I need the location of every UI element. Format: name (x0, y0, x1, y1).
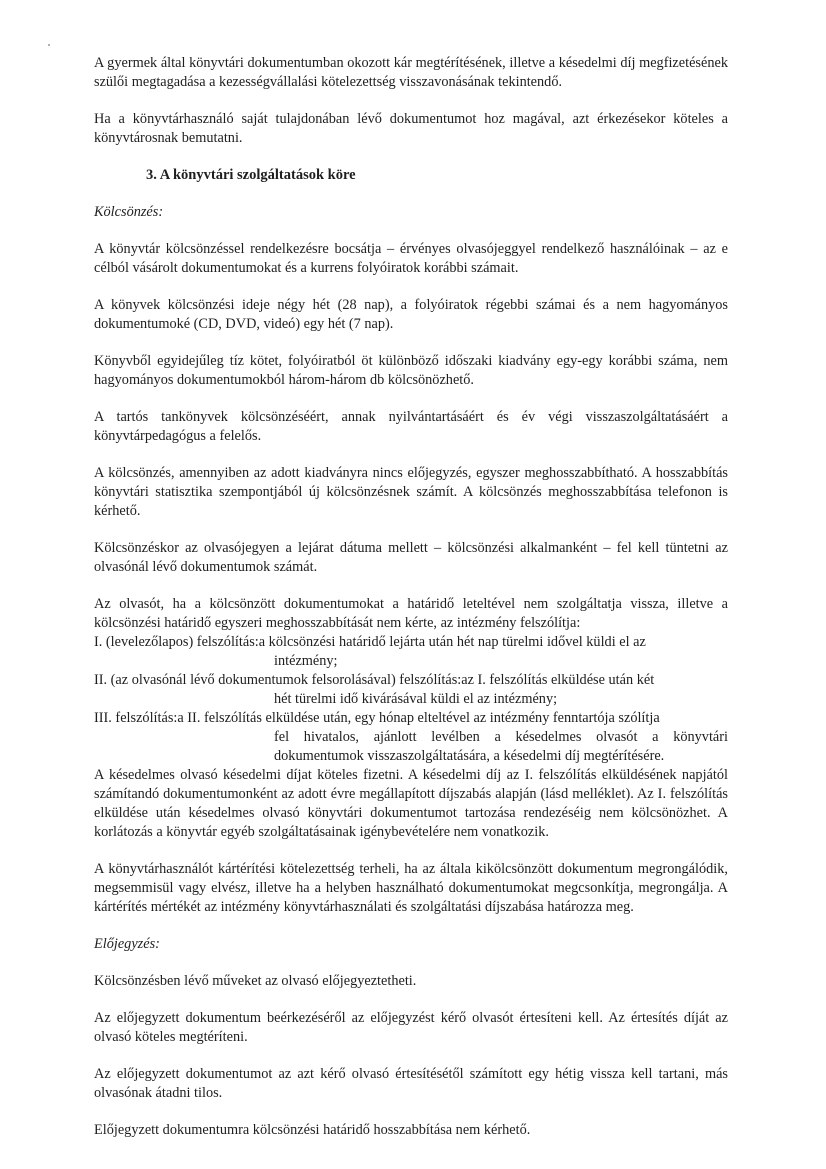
notice-label: III. felszólítás: (94, 710, 178, 726)
paragraph-lending-period: A könyvek kölcsönzési ideje négy hét (28 nap), a folyóiratok régebbi számai és a nem hagyományos dokumentumoké (CD, DVD, videó) egy hét (7 nap). (94, 297, 728, 332)
notice-text: a kölcsönzési határidő lejárta után hét nap türelmi idővel küldi el az (258, 634, 646, 650)
notice-continuation: fel hivatalos, ajánlott levélben a késedelmes olvasót a könyvtári dokumentumok visszaszolgáltatására, a késedelmi díj megtérítésére. (274, 729, 728, 764)
paragraph-overdue-intro: Az olvasót, ha a kölcsönzött dokumentumokat a határidő leteltével nem szolgáltatja vissza, illetve a kölcsönzési határidő egyszeri meghosszabbítását nem kérte, az intézmény felszólítja: (94, 596, 728, 631)
notice-label: I. (levelezőlapos) felszólítás: (94, 634, 259, 650)
paragraph-compensation: A könyvtárhasználót kártérítési kötelezettség terheli, ha az általa kikölcsönzött dokumentum megrongálódik, megsemmisül vagy elvész, illetve ha a helyben használható dokumentumokat megcsonkítja, megrongálja. A kártérítés mértékét az intézmény könyvtárhasználati és szolgáltatási díjszabása határozza meg. (94, 861, 728, 915)
section-heading: 3. A könyvtári szolgáltatások köre (146, 167, 356, 183)
paragraph-reservation: Kölcsönzésben lévő műveket az olvasó előjegyeztetheti. (94, 973, 417, 989)
paragraph-reservation-hold: Az előjegyzett dokumentumot az azt kérő olvasó értesítésétől számított egy hétig vissza kell tartani, más olvasónak átadni tilos. (94, 1066, 728, 1101)
paragraph-own-documents: Ha a könyvtárhasználó saját tulajdonában lévő dokumentumot hoz magával, azt érkezésekor köteles a könyvtárosnak bemutatni. (94, 111, 728, 146)
paragraph-reader-card: Kölcsönzéskor az olvasójegyen a lejárat dátuma mellett – kölcsönzési alkalmanként – fel kell tüntetni az olvasónál lévő dokumentumok számát. (94, 540, 728, 575)
document-body (94, 54, 728, 1140)
paragraph-reservation-no-extension: Előjegyzett dokumentumra kölcsönzési határidő hosszabbítása nem kérhető. (94, 1122, 531, 1138)
paragraph-textbooks: A tartós tankönyvek kölcsönzéséért, annak nyilvántartásáért és év végi visszaszolgáltatásáért a könyvtárpedagógus a felelős. (94, 409, 728, 444)
paragraph-reservation-notice: Az előjegyzett dokumentum beérkezéséről az előjegyzést kérő olvasót értesíteni kell. Az értesítés díját az olvasó köteles megtéríteni. (94, 1010, 728, 1045)
notice-text: az I. felszólítás elküldése után két (461, 672, 655, 688)
notice-continuation: hét türelmi idő kivárásával küldi el az intézmény; (274, 691, 558, 707)
notice-text: a II. felszólítás elküldése után, egy hónap elteltével az intézmény fenntartója szólítja (177, 710, 660, 726)
subheading-kolcsonzes: Kölcsönzés: (94, 204, 164, 220)
paragraph-extension: A kölcsönzés, amennyiben az adott kiadványra nincs előjegyzés, egyszer meghosszabbítható. A hosszabbítás könyvtári statisztika szempontjából új kölcsönzésnek számít. A kölcsönzés meghosszabbítása telefonon is kérhető. (94, 465, 728, 519)
notice-item (94, 671, 728, 709)
notice-item (94, 633, 728, 671)
notice-continuation: intézmény; (274, 653, 338, 669)
paragraph-lending-provision: A könyvtár kölcsönzéssel rendelkezésre bocsátja – érvényes olvasójeggyel rendelkező használóinak – az e célból vásárolt dokumentumokat és a kurrens folyóiratok korábbi számait. (94, 241, 728, 276)
notice-label: II. (az olvasónál lévő dokumentumok felsorolásával) felszólítás: (94, 672, 462, 688)
paragraph-guardian-refusal: A gyermek által könyvtári dokumentumban okozott kár megtérítésének, illetve a késedelmi díj megfizetésének szülői megtagadása a kezességvállalási kötelezettség visszavonásának tekintendő. (94, 55, 728, 90)
paragraph-late-fee: A késedelmes olvasó késedelmi díjat köteles fizetni. A késedelmi díj az I. felszólítás elküldésének napjától számítandó dokumentumonként az adott évre megállapított díjszabás alapján (lásd melléklet). Az I. felszólítás elküldése után késedelmes olvasó könyvtári dokumentumot tartozása rendezéséig nem kölcsönözhet. A korlátozás a könyvtár egyéb szolgáltatásainak igénybevételére nem vonatkozik. (94, 767, 728, 840)
subheading-elojegyzes: Előjegyzés: (94, 936, 160, 952)
notice-item (94, 709, 728, 766)
scan-speck (48, 44, 50, 46)
paragraph-lending-limits: Könyvből egyidejűleg tíz kötet, folyóiratból öt különböző időszaki kiadvány egy-egy korábbi száma, nem hagyományos dokumentumokból három-három db kölcsönözhető. (94, 353, 728, 388)
notice-list (94, 633, 728, 766)
